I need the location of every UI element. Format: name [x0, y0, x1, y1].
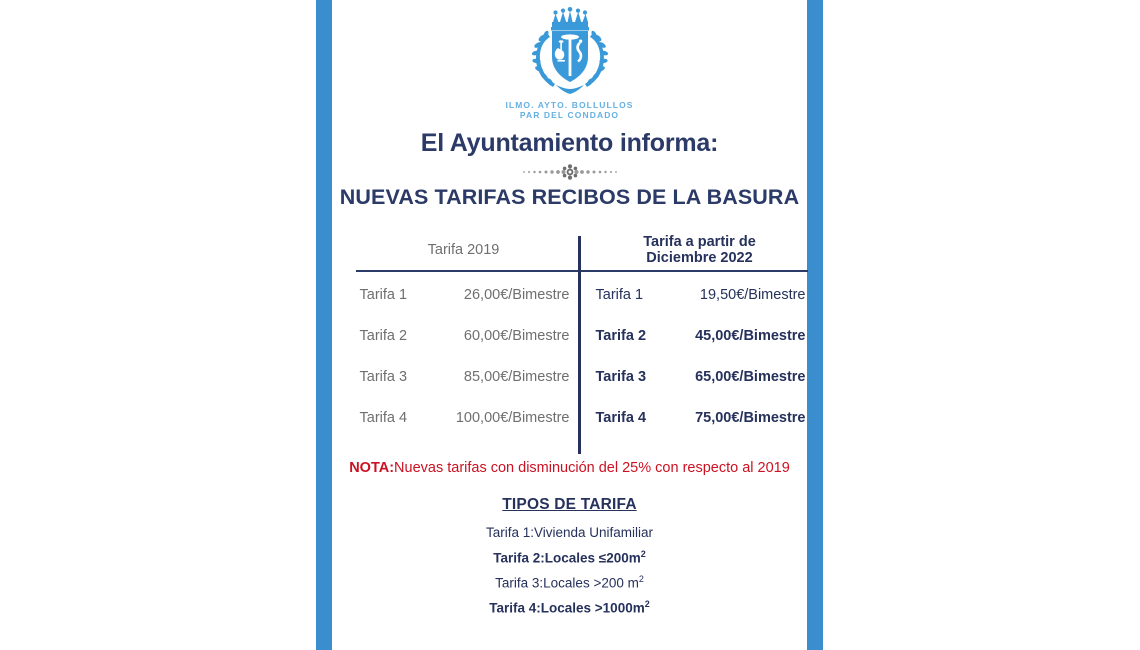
- old-tariff-1-label: Tarifa 1: [359, 286, 408, 303]
- new-tariff-2-value: 45,00€/Bimestre: [695, 327, 806, 344]
- coat-of-arms-icon: [522, 6, 618, 98]
- old-tariff-1-value: 26,00€/Bimestre: [463, 286, 570, 303]
- new-tariff-1-label: Tarifa 1: [595, 286, 644, 303]
- table-row: [350, 274, 578, 315]
- table-row: [350, 315, 578, 356]
- new-tariff-header-line1: Tarifa a partir de: [643, 234, 756, 250]
- tipo-4-label: Tarifa 4:: [489, 600, 541, 615]
- left-blue-sidebar: [316, 0, 332, 650]
- tipo-4-desc: Locales >1000m: [540, 600, 645, 615]
- tipo-3-label: Tarifa 3:: [495, 575, 544, 590]
- old-tariff-4-value: 100,00€/Bimestre: [455, 409, 570, 426]
- new-tariff-2-label: Tarifa 2: [595, 327, 647, 344]
- tipo-3-desc: Locales >200 m: [543, 575, 639, 590]
- list-item: [332, 594, 807, 619]
- table-row: [586, 356, 814, 397]
- old-tariff-3-label: Tarifa 3: [359, 368, 408, 385]
- tipo-2-desc: Locales ≤200m: [544, 550, 641, 565]
- list-item: [332, 523, 807, 544]
- new-tariff-4-label: Tarifa 4: [595, 409, 647, 426]
- old-tariff-3-value: 85,00€/Bimestre: [463, 368, 570, 385]
- crest-caption: [505, 100, 633, 120]
- tipo-1-desc: Vivienda Unifamiliar: [533, 525, 654, 540]
- list-item: [332, 569, 807, 594]
- old-tariff-2-value: 60,00€/Bimestre: [463, 327, 570, 344]
- nota-text: Nuevas tarifas con disminución del 25% con respecto al 2019: [394, 460, 790, 476]
- page-title: NUEVAS TARIFAS RECIBOS DE LA BASURA: [339, 185, 800, 209]
- tipo-4-sup: 2: [644, 598, 650, 609]
- table-row: [586, 397, 814, 438]
- new-tariff-3-label: Tarifa 3: [595, 368, 647, 385]
- nota-prefix: NOTA:: [349, 460, 395, 476]
- old-tariff-column: [350, 230, 578, 438]
- tipo-2-sup: 2: [640, 548, 646, 559]
- poster-content: [332, 0, 807, 650]
- new-tariff-3-value: 65,00€/Bimestre: [695, 368, 806, 385]
- new-tariff-header: [586, 230, 814, 270]
- tipo-1-label: Tarifa 1:: [485, 525, 534, 540]
- crest-caption-line2: PAR DEL CONDADO: [519, 110, 620, 120]
- table-row: [586, 315, 814, 356]
- table-row: [350, 356, 578, 397]
- table-row: [350, 397, 578, 438]
- table-row: [586, 274, 814, 315]
- crest-caption-line1: ILMO. AYTO. BOLLULLOS: [505, 100, 634, 110]
- list-item: [332, 544, 807, 569]
- new-tariff-column: [586, 230, 814, 438]
- old-tariff-header: Tarifa 2019: [427, 242, 500, 258]
- heading-informa: El Ayuntamiento informa:: [420, 129, 719, 157]
- tipos-list: [332, 523, 807, 619]
- new-tariff-4-value: 75,00€/Bimestre: [695, 409, 806, 426]
- tipo-3-sup: 2: [638, 573, 644, 584]
- table-vertical-divider: [578, 236, 581, 454]
- new-tariff-1-value: 19,50€/Bimestre: [699, 286, 806, 303]
- crest-block: [332, 0, 807, 120]
- nota-line: [332, 460, 807, 476]
- tipo-2-label: Tarifa 2:: [493, 550, 545, 565]
- new-tariff-header-line2: Diciembre 2022: [646, 250, 753, 266]
- old-tariff-2-label: Tarifa 2: [359, 327, 408, 344]
- tariff-comparison-table: [344, 230, 806, 452]
- ornamental-divider-icon: [510, 164, 630, 180]
- old-tariff-4-label: Tarifa 4: [359, 409, 408, 426]
- tipos-title: TIPOS DE TARIFA: [502, 496, 637, 513]
